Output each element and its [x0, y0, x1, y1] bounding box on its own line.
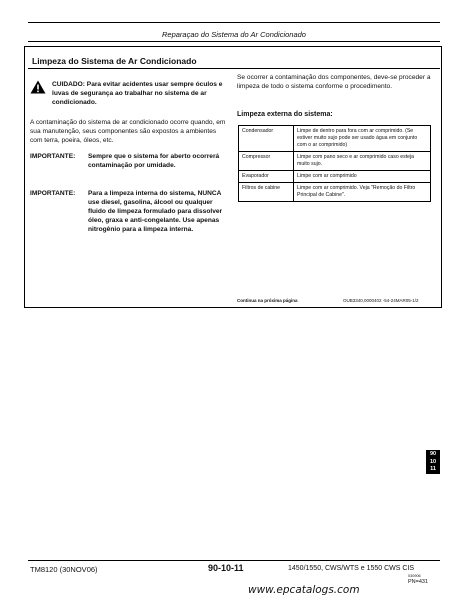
- section-title: Limpeza do Sistema de Ar Condicionado: [32, 56, 197, 66]
- section-tab-line: 90: [429, 451, 437, 457]
- page-number: 90-10-11: [208, 563, 244, 573]
- important-label-1: IMPORTANTE:: [30, 153, 76, 160]
- table-row: [239, 183, 431, 202]
- section-tab-line: 11: [430, 466, 436, 472]
- important-label-2: IMPORTANTE:: [30, 190, 76, 197]
- page-header-title: Reparaçao do Sistema do Ar Condicionado: [162, 30, 306, 39]
- document-code: OUB3340,0000402 -54-24MAR05-1/2: [343, 298, 419, 303]
- manual-id: TM8120 (30NOV06): [30, 565, 98, 574]
- section-title-rule: [28, 68, 440, 69]
- table-cell-action: Limpe de dentro para fora com ar comprimido. (Se estiver muito sujo pode ser usado água em conjunto com o ar comprimido): [294, 126, 431, 152]
- external-cleaning-heading: Limpeza externa do sistema:: [237, 111, 333, 118]
- table-row: [239, 171, 431, 183]
- table-cell-component: Condensador: [239, 126, 294, 152]
- table-cell-action: Limpe com ar comprimido: [294, 171, 431, 183]
- header-bottom-rule: [28, 41, 440, 42]
- table-cell-action: Limpe com pano seco e ar comprimido caso esteja muito sujo.: [294, 152, 431, 171]
- table-row: [239, 152, 431, 171]
- caution-text: CUIDADO: Para evitar acidentes usar sempre óculos e luvas de segurança ao trabalhar no sistema de ar condicionado.: [52, 81, 223, 106]
- table-cell-action: Limpe com ar comprimido. Veja "Remoção do Filtro Principal de Cabine".: [294, 183, 431, 202]
- section-tab: [426, 450, 440, 474]
- important-text-2: Para a limpeza interna do sistema, NUNCA use diesel, gasolina, álcool ou qualquer fluido de limpeza formulado para dissolver óleo, graxa e anti-congelante. Use apenas nitrogênio para a limpeza interna.: [88, 190, 223, 233]
- cleaning-table: [238, 125, 431, 202]
- footer-small-code: 030906: [408, 574, 421, 578]
- right-paragraph: Se ocorrer a contaminação dos componentes, deve-se proceder a limpeza de todo o sistema conforme o procedimento.: [237, 74, 431, 90]
- table-cell-component: Evaporador: [239, 171, 294, 183]
- contamination-paragraph: A contaminação do sistema de ar condicionado ocorre quando, em sua manutenção, seus componentes são expostos a ambientes com terra, poeira, óleos, etc.: [30, 119, 226, 144]
- table-cell-component: Filtros de cabine: [239, 183, 294, 202]
- section-tab-line: 10: [429, 458, 437, 465]
- pn-code: PN=431: [408, 579, 429, 585]
- table-cell-component: Compressor: [239, 152, 294, 171]
- table-row: [239, 126, 431, 152]
- important-text-1: Sempre que o sistema for aberto ocorrerá contaminação por umidade.: [88, 153, 220, 169]
- watermark-text: www.epcatalogs.com: [248, 584, 360, 596]
- header-top-rule: [28, 22, 440, 23]
- continue-next-page: Continua na próxima página: [237, 298, 298, 303]
- model-list: 1450/1550, CWS/WTS e 1550 CWS CIS: [288, 565, 415, 572]
- footer-rule: [28, 560, 440, 561]
- warning-icon: [30, 80, 46, 94]
